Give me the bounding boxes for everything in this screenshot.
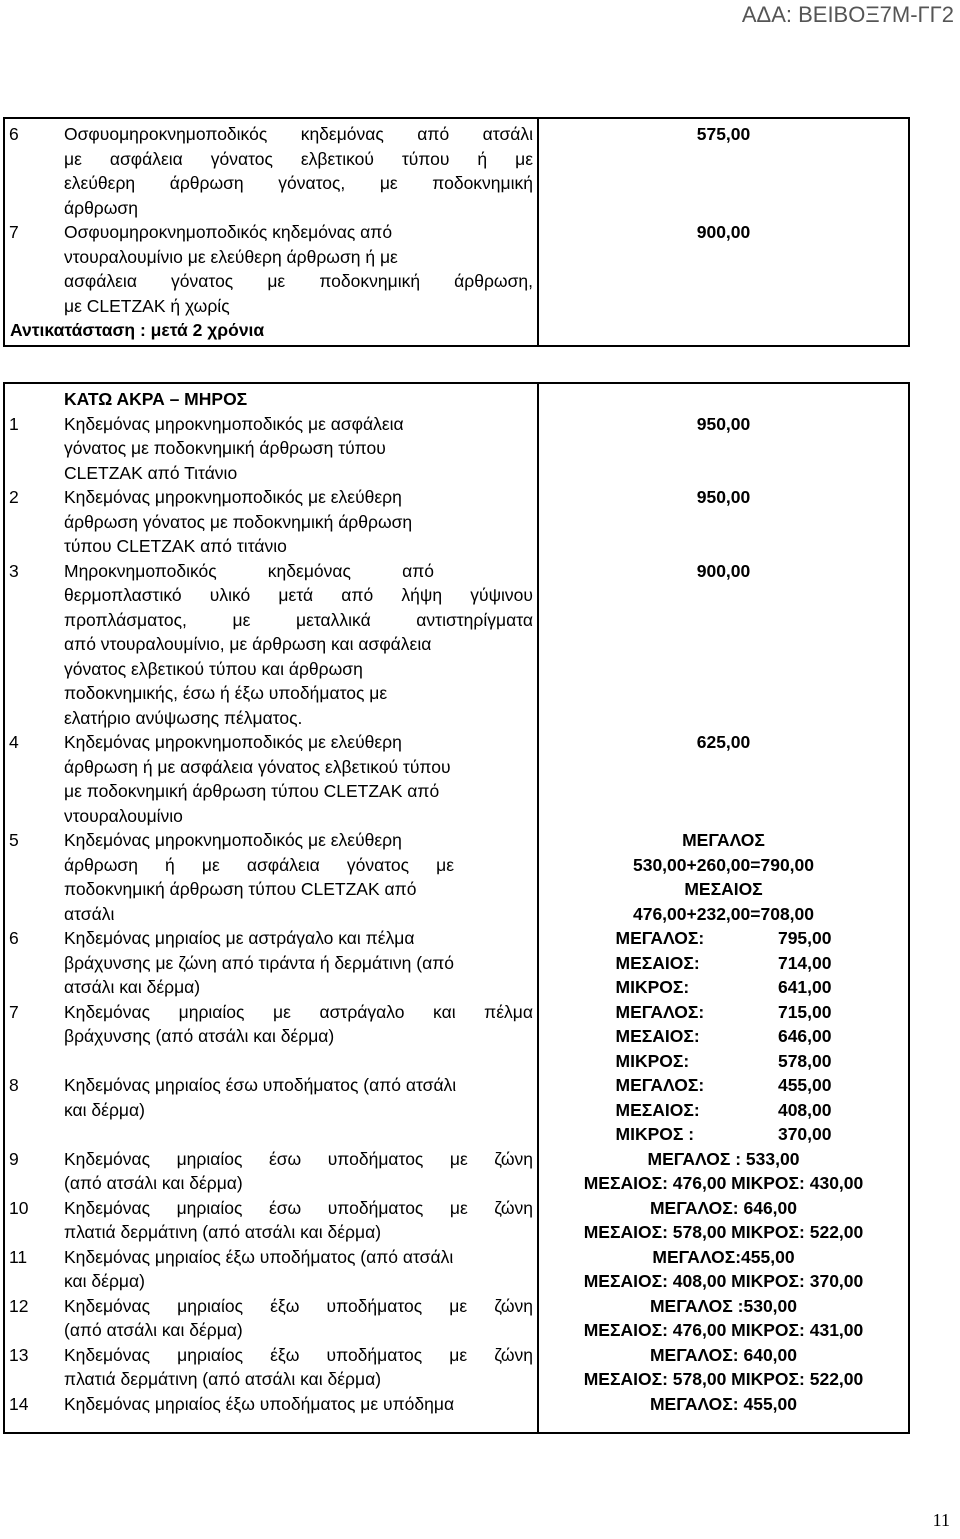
row-number: 6 [9,928,19,948]
desc-line: γόνατος ελβετικού τύπου και άρθρωση [64,658,363,679]
table-row [4,220,909,318]
row-price: 625,00 [696,732,751,752]
row-number: 7 [9,1001,19,1022]
desc-line: Κηδεμόνας μηροκνημοποδικός με ασφάλεια [64,413,404,434]
row-number: 6 [9,124,19,144]
row-description [60,412,538,486]
row-number: 8 [9,1075,19,1095]
desc-line: Κηδεμόνας μηριαίος έσω υποδήματος με ζώνη [64,1148,533,1169]
desc-line: Κηδεμόνας μηριαίος με αστράγαλο και πέλμα [64,928,415,948]
desc-line: ατσάλι και δέρμα) [64,977,201,997]
desc-line: ελεύθερη άρθρωση γόνατος, με ποδοκνημική [64,173,533,193]
table-row [4,1073,909,1147]
desc-line: θερμοπλαστικό υλικό μετά από λήψη γύψινου [64,585,533,605]
ada-code: ΑΔΑ: ΒΕΙΒΟΞ7Μ-ΓΓ2 [741,2,954,27]
row-number: 12 [9,1295,29,1316]
desc-line: ατσάλι [64,903,115,924]
table-row [4,485,909,559]
table-row [4,118,909,220]
desc-line: με ασφάλεια γόνατος ελβετικού τύπου ή με [64,148,533,169]
table-row [4,1196,909,1245]
row-price: ΜΕΓΑΛΟΣ: 715,00 ΜΕΣΑΙΟΣ: 646,00 ΜΙΚΡΟΣ: 578,00 [615,1001,832,1071]
row-description [60,1073,538,1147]
desc-line: ελατήριο ανύψωσης πέλματος. [64,707,303,728]
desc-line: άρθρωση ή με ασφάλεια γόνατος με [64,854,454,875]
table-row [4,412,909,486]
desc-line: ασφάλεια γόνατος με ποδοκνημική άρθρωση, [64,271,533,291]
replacement-note: Αντικατάσταση : μετά 2 χρόνια [4,318,538,346]
desc-line: με ποδοκνημική άρθρωση τύπου CLETZAK από [64,781,440,801]
desc-line: Κηδεμόνας μηριαίος έξω υποδήματος με ζώνη [64,1344,533,1365]
row-number: 3 [9,560,19,581]
desc-line: Κηδεμόνας μηροκνημοποδικός με ελεύθερη [64,830,402,850]
table-row [4,1245,909,1294]
row-description [60,220,538,318]
row-number: 1 [9,413,19,434]
desc-line: πλατιά δερμάτινη (από ατσάλι και δέρμα) [64,1222,382,1242]
desc-line: βράχυνσης (από ατσάλι και δέρμα) [64,1026,335,1046]
table-row [4,828,909,926]
desc-line: Κηδεμόνας μηριαίος έξω υποδήματος με υπόδημα [64,1393,455,1414]
page-number: 11 [932,1510,950,1530]
desc-line: ντουραλουμίνιο [64,805,183,826]
row-description [60,730,538,828]
desc-line: Μηροκνημοποδικός κηδεμόνας από [64,560,434,581]
row-description [60,1245,538,1294]
desc-line: γόνατος με ποδοκνημική άρθρωση τύπου [64,438,386,458]
desc-line: και δέρμα) [64,1099,145,1120]
row-price: ΜΕΓΑΛΟΣ: 640,00 ΜΕΣΑΙΟΣ: 578,00 ΜΙΚΡΟΣ: 522,00 [583,1344,864,1389]
row-description [60,1147,538,1196]
desc-line: από ντουραλουμίνιο, με άρθρωση και ασφάλεια [64,634,432,654]
desc-line: βράχυνσης με ζώνη από τιράντα ή δερμάτινη (από [64,952,455,973]
row-number: 5 [9,830,19,850]
desc-line: CLETZAK από Τιτάνιο [64,462,238,483]
row-price: ΜΕΓΑΛΟΣ :530,00 ΜΕΣΑΙΟΣ: 476,00 ΜΙΚΡΟΣ: 431,00 [583,1295,864,1340]
table-row [4,926,909,1000]
desc-line: τύπου CLETZAK από τιτάνιο [64,536,287,556]
row-description [60,1294,538,1343]
desc-line: ποδοκνημικής, έσω ή έξω υποδήματος με [64,683,388,703]
row-price: ΜΕΓΑΛΟΣ: 455,00 [649,1393,798,1414]
desc-line: Κηδεμόνας μηριαίος έξω υποδήματος (από ατσάλι [64,1246,454,1267]
desc-line: προπλάσματος, με μεταλλικά αντιστηρίγματα [64,609,533,630]
desc-line: Κηδεμόνας μηριαίος με αστράγαλο και πέλμα [64,1001,533,1022]
row-price: ΜΕΓΑΛΟΣ 530,00+260,00=790,00 ΜΕΣΑΙΟΣ 476,00+232,00=708,00 [632,830,814,924]
desc-line: Κηδεμόνας μηροκνημοποδικός με ελεύθερη [64,732,402,752]
row-description [60,1392,538,1434]
desc-line: με CLETZAK ή χωρίς [64,295,230,316]
row-price: ΜΕΓΑΛΟΣ : 533,00 ΜΕΣΑΙΟΣ: 476,00 ΜΙΚΡΟΣ: 430,00 [583,1148,864,1193]
section-heading: ΚΑΤΩ ΑΚΡΑ – ΜΗΡΟΣ [60,383,538,412]
row-price: 900,00 [696,222,751,242]
row-number: 14 [9,1393,29,1414]
row-price: 950,00 [696,487,751,507]
row-price: ΜΕΓΑΛΟΣ: 646,00 ΜΕΣΑΙΟΣ: 578,00 ΜΙΚΡΟΣ: 522,00 [583,1197,864,1242]
orthosis-table-2 [3,382,910,1434]
row-price: ΜΕΓΑΛΟΣ: 455,00 ΜΕΣΑΙΟΣ: 408,00 ΜΙΚΡΟΣ : 370,00 [615,1075,832,1144]
desc-line: άρθρωση ή με ασφάλεια γόνατος ελβετικού τύπου [64,756,451,777]
row-number: 4 [9,732,19,752]
desc-line: Οσφυομηροκνημοποδικός κηδεμόνας από ατσάλι [64,124,533,144]
row-description [60,828,538,926]
row-number: 9 [9,1148,19,1169]
desc-line: και δέρμα) [64,1271,145,1291]
row-description [60,485,538,559]
table-row [4,730,909,828]
orthosis-table-1 [3,117,910,347]
table-row [4,1000,909,1074]
row-description [60,926,538,1000]
desc-line: πλατιά δερμάτινη (από ατσάλι και δέρμα) [64,1369,382,1389]
row-number: 7 [9,222,19,242]
row-description [60,1000,538,1074]
desc-line: άρθρωση γόνατος με ποδοκνημική άρθρωση [64,511,413,532]
table-row [4,383,909,412]
row-price: 900,00 [696,560,751,581]
row-number: 13 [9,1344,29,1365]
desc-line: (από ατσάλι και δέρμα) [64,1173,243,1193]
desc-line: άρθρωση [64,197,138,218]
row-number: 11 [9,1246,28,1267]
row-number: 10 [9,1197,29,1218]
row-description [60,1196,538,1245]
desc-line: Οσφυομηροκνημοποδικός κηδεμόνας από [64,222,393,242]
table-row [4,1392,909,1434]
row-price: ΜΕΓΑΛΟΣ: 795,00 ΜΕΣΑΙΟΣ: 714,00 ΜΙΚΡΟΣ: 641,00 [615,928,832,997]
desc-line: Κηδεμόνας μηριαίος έσω υποδήματος με ζώνη [64,1197,533,1218]
desc-line: Κηδεμόνας μηριαίος έξω υποδήματος με ζώνη [64,1295,533,1316]
desc-line: Κηδεμόνας μηριαίος έσω υποδήματος (από ατσάλι [64,1075,457,1095]
table-row [4,1343,909,1392]
desc-line: Κηδεμόνας μηροκνημοποδικός με ελεύθερη [64,487,402,507]
row-description [60,1343,538,1392]
table-row [4,1294,909,1343]
desc-line: ποδοκνημική άρθρωση τύπου CLETZAK από [64,879,417,899]
row-price: ΜΕΓΑΛΟΣ:455,00 ΜΕΣΑΙΟΣ: 408,00 ΜΙΚΡΟΣ: 370,00 [583,1246,864,1291]
desc-line: ντουραλουμίνιο με ελεύθερη άρθρωση ή με [64,246,398,267]
table-row [4,559,909,731]
table-row [4,318,909,346]
row-description [60,118,538,220]
row-number: 2 [9,487,19,507]
row-price: 575,00 [696,124,751,144]
table-row [4,1147,909,1196]
desc-line: (από ατσάλι και δέρμα) [64,1320,243,1340]
row-price: 950,00 [696,413,751,434]
row-description [60,559,538,731]
